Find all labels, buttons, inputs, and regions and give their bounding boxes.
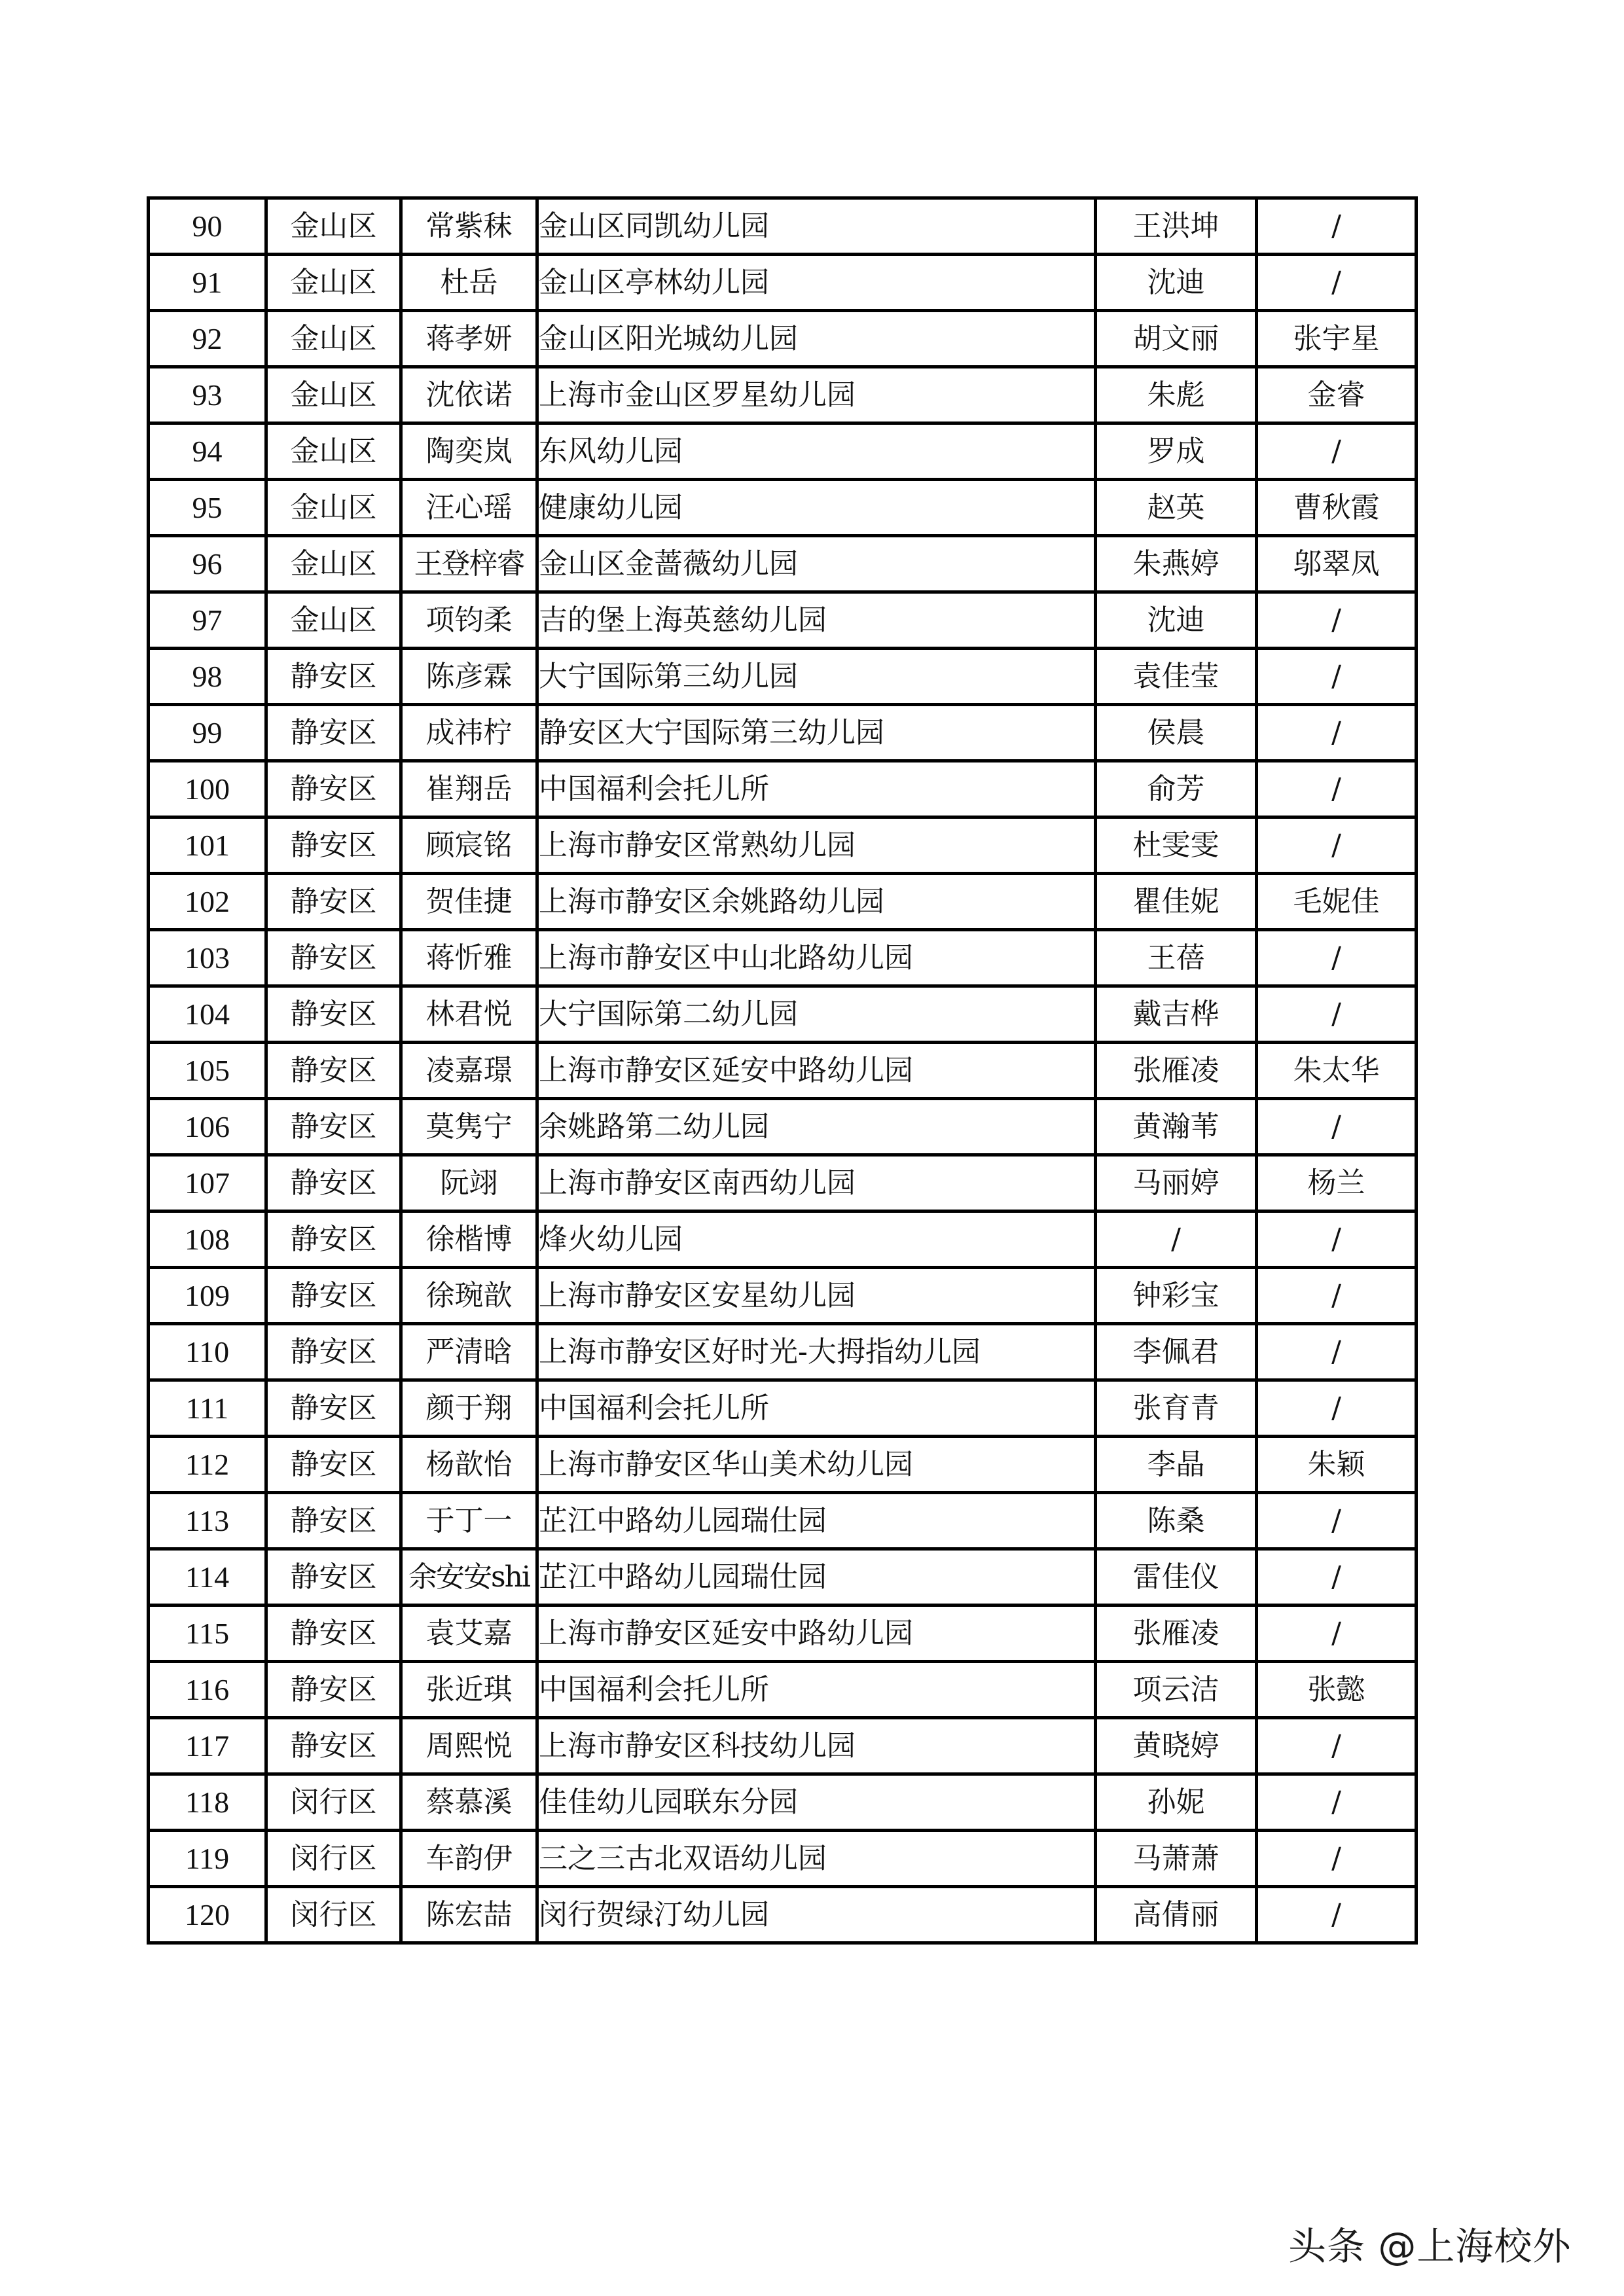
cell-teacher-1: 项云洁 [1096, 1662, 1257, 1718]
cell-teacher-1: 戴吉桦 [1096, 986, 1257, 1043]
cell-school: 佳佳幼儿园联东分园 [537, 1774, 1096, 1831]
cell-student-name: 杜岳 [401, 255, 537, 311]
cell-number: 109 [149, 1268, 266, 1324]
cell-number: 119 [149, 1831, 266, 1887]
cell-teacher-2: / [1257, 1831, 1416, 1887]
table-row [149, 198, 1416, 255]
cell-school: 金山区阳光城幼儿园 [537, 311, 1096, 367]
cell-student-name: 顾宸铭 [401, 817, 537, 874]
cell-teacher-1: 侯晨 [1096, 705, 1257, 761]
cell-teacher-1: 高倩丽 [1096, 1887, 1257, 1943]
cell-student-name: 项钧柔 [401, 592, 537, 649]
cell-teacher-2: / [1257, 817, 1416, 874]
cell-student-name: 陶奕岚 [401, 423, 537, 480]
cell-teacher-2: / [1257, 1380, 1416, 1437]
cell-teacher-1: 罗成 [1096, 423, 1257, 480]
cell-teacher-1: 朱彪 [1096, 367, 1257, 423]
table-row [149, 536, 1416, 592]
cell-school: 上海市金山区罗星幼儿园 [537, 367, 1096, 423]
cell-student-name: 王登梓睿 [401, 536, 537, 592]
cell-school: 上海市静安区常熟幼儿园 [537, 817, 1096, 874]
cell-teacher-2: 毛妮佳 [1257, 874, 1416, 930]
cell-student-name: 于丁一 [401, 1493, 537, 1549]
cell-district: 静安区 [266, 1324, 401, 1380]
cell-district: 静安区 [266, 1437, 401, 1493]
table-row [149, 1887, 1416, 1943]
cell-district: 静安区 [266, 1211, 401, 1268]
cell-teacher-2: / [1257, 705, 1416, 761]
cell-school: 余姚路第二幼儿园 [537, 1099, 1096, 1155]
cell-teacher-1: 俞芳 [1096, 761, 1257, 817]
table-row [149, 761, 1416, 817]
cell-school: 上海市静安区好时光-大拇指幼儿园 [537, 1324, 1096, 1380]
cell-teacher-1: 黄晓婷 [1096, 1718, 1257, 1774]
cell-number: 108 [149, 1211, 266, 1268]
cell-student-name: 林君悦 [401, 986, 537, 1043]
cell-student-name: 徐琬歆 [401, 1268, 537, 1324]
cell-student-name: 陈宏喆 [401, 1887, 537, 1943]
table-row [149, 1605, 1416, 1662]
cell-teacher-2: / [1257, 1718, 1416, 1774]
cell-teacher-2: / [1257, 423, 1416, 480]
cell-school: 上海市静安区中山北路幼儿园 [537, 930, 1096, 986]
table-row [149, 480, 1416, 536]
cell-school: 金山区同凯幼儿园 [537, 198, 1096, 255]
cell-number: 94 [149, 423, 266, 480]
source-watermark: 头条 @上海校外 [1288, 2224, 1572, 2269]
cell-teacher-1: 杜雯雯 [1096, 817, 1257, 874]
cell-district: 静安区 [266, 1549, 401, 1605]
cell-school: 上海市静安区安星幼儿园 [537, 1268, 1096, 1324]
cell-teacher-1: 孙妮 [1096, 1774, 1257, 1831]
cell-district: 静安区 [266, 1043, 401, 1099]
cell-student-name: 陈彦霖 [401, 649, 537, 705]
cell-number: 93 [149, 367, 266, 423]
cell-number: 118 [149, 1774, 266, 1831]
cell-district: 静安区 [266, 1155, 401, 1211]
cell-number: 117 [149, 1718, 266, 1774]
cell-school: 上海市静安区南西幼儿园 [537, 1155, 1096, 1211]
cell-student-name: 蒋忻雅 [401, 930, 537, 986]
cell-number: 107 [149, 1155, 266, 1211]
cell-district: 静安区 [266, 1099, 401, 1155]
cell-teacher-1: 沈迪 [1096, 592, 1257, 649]
cell-teacher-1: 朱燕婷 [1096, 536, 1257, 592]
cell-district: 金山区 [266, 480, 401, 536]
table-row [149, 1155, 1416, 1211]
cell-number: 115 [149, 1605, 266, 1662]
cell-student-name: 蔡慕溪 [401, 1774, 537, 1831]
cell-school: 上海市静安区延安中路幼儿园 [537, 1043, 1096, 1099]
cell-student-name: 袁艾嘉 [401, 1605, 537, 1662]
cell-teacher-2: 杨兰 [1257, 1155, 1416, 1211]
cell-teacher-2: 张懿 [1257, 1662, 1416, 1718]
cell-teacher-1: 李晶 [1096, 1437, 1257, 1493]
cell-district: 静安区 [266, 705, 401, 761]
cell-district: 金山区 [266, 367, 401, 423]
cell-district: 闵行区 [266, 1887, 401, 1943]
cell-teacher-1: 黄瀚苇 [1096, 1099, 1257, 1155]
cell-teacher-1: 袁佳莹 [1096, 649, 1257, 705]
cell-teacher-2: 张宇星 [1257, 311, 1416, 367]
cell-teacher-2: / [1257, 1605, 1416, 1662]
cell-district: 静安区 [266, 817, 401, 874]
cell-number: 103 [149, 930, 266, 986]
cell-number: 114 [149, 1549, 266, 1605]
cell-teacher-2: / [1257, 1493, 1416, 1549]
cell-teacher-1: 雷佳仪 [1096, 1549, 1257, 1605]
table-row [149, 367, 1416, 423]
table-row [149, 986, 1416, 1043]
cell-district: 金山区 [266, 255, 401, 311]
cell-number: 99 [149, 705, 266, 761]
table-row [149, 1043, 1416, 1099]
cell-student-name: 余安安shi [401, 1549, 537, 1605]
cell-school: 大宁国际第二幼儿园 [537, 986, 1096, 1043]
cell-school: 烽火幼儿园 [537, 1211, 1096, 1268]
cell-teacher-1: 沈迪 [1096, 255, 1257, 311]
roster-body [149, 198, 1416, 1943]
cell-district: 金山区 [266, 198, 401, 255]
cell-student-name: 周熙悦 [401, 1718, 537, 1774]
cell-student-name: 蒋孝妍 [401, 311, 537, 367]
cell-school: 中国福利会托儿所 [537, 761, 1096, 817]
table-row [149, 705, 1416, 761]
cell-number: 120 [149, 1887, 266, 1943]
cell-district: 金山区 [266, 311, 401, 367]
cell-number: 96 [149, 536, 266, 592]
table-row [149, 255, 1416, 311]
cell-teacher-2: / [1257, 649, 1416, 705]
cell-teacher-2: 邬翠凤 [1257, 536, 1416, 592]
cell-district: 静安区 [266, 986, 401, 1043]
table-row [149, 1324, 1416, 1380]
cell-teacher-1: 张雁凌 [1096, 1605, 1257, 1662]
cell-teacher-2: 曹秋霞 [1257, 480, 1416, 536]
cell-school: 芷江中路幼儿园瑞仕园 [537, 1549, 1096, 1605]
cell-district: 闵行区 [266, 1831, 401, 1887]
cell-teacher-1: 张雁凌 [1096, 1043, 1257, 1099]
table-row [149, 817, 1416, 874]
table-row [149, 1211, 1416, 1268]
cell-student-name: 张近琪 [401, 1662, 537, 1718]
cell-number: 106 [149, 1099, 266, 1155]
cell-school: 上海市静安区余姚路幼儿园 [537, 874, 1096, 930]
cell-teacher-1: 陈桑 [1096, 1493, 1257, 1549]
cell-school: 中国福利会托儿所 [537, 1662, 1096, 1718]
cell-teacher-2: / [1257, 592, 1416, 649]
cell-number: 91 [149, 255, 266, 311]
cell-number: 97 [149, 592, 266, 649]
table-row [149, 1493, 1416, 1549]
cell-teacher-2: / [1257, 1887, 1416, 1943]
cell-teacher-2: / [1257, 1099, 1416, 1155]
cell-number: 112 [149, 1437, 266, 1493]
cell-student-name: 常紫秣 [401, 198, 537, 255]
cell-number: 111 [149, 1380, 266, 1437]
cell-student-name: 杨歆怡 [401, 1437, 537, 1493]
cell-school: 金山区亭林幼儿园 [537, 255, 1096, 311]
cell-student-name: 贺佳捷 [401, 874, 537, 930]
cell-district: 闵行区 [266, 1774, 401, 1831]
cell-district: 金山区 [266, 423, 401, 480]
cell-school: 金山区金蔷薇幼儿园 [537, 536, 1096, 592]
cell-teacher-1: 胡文丽 [1096, 311, 1257, 367]
cell-student-name: 阮翊 [401, 1155, 537, 1211]
table-row [149, 1268, 1416, 1324]
cell-number: 104 [149, 986, 266, 1043]
table-row [149, 423, 1416, 480]
cell-number: 113 [149, 1493, 266, 1549]
cell-teacher-2: / [1257, 1268, 1416, 1324]
cell-student-name: 成祎柠 [401, 705, 537, 761]
cell-district: 静安区 [266, 761, 401, 817]
cell-district: 静安区 [266, 1605, 401, 1662]
cell-number: 102 [149, 874, 266, 930]
cell-teacher-2: 朱颖 [1257, 1437, 1416, 1493]
table-row [149, 1774, 1416, 1831]
cell-teacher-2: / [1257, 198, 1416, 255]
cell-number: 90 [149, 198, 266, 255]
cell-teacher-1: 赵英 [1096, 480, 1257, 536]
table-row [149, 1549, 1416, 1605]
cell-student-name: 徐楷博 [401, 1211, 537, 1268]
table-row [149, 1718, 1416, 1774]
table-row [149, 592, 1416, 649]
cell-teacher-2: / [1257, 1211, 1416, 1268]
cell-school: 上海市静安区延安中路幼儿园 [537, 1605, 1096, 1662]
table-row [149, 1099, 1416, 1155]
cell-school: 中国福利会托儿所 [537, 1380, 1096, 1437]
cell-school: 上海市静安区科技幼儿园 [537, 1718, 1096, 1774]
cell-number: 100 [149, 761, 266, 817]
award-roster-table [147, 196, 1418, 1945]
cell-school: 上海市静安区华山美术幼儿园 [537, 1437, 1096, 1493]
table-row [149, 1380, 1416, 1437]
cell-teacher-1: 钟彩宝 [1096, 1268, 1257, 1324]
cell-district: 金山区 [266, 592, 401, 649]
cell-teacher-1: 张育青 [1096, 1380, 1257, 1437]
cell-student-name: 汪心瑶 [401, 480, 537, 536]
cell-number: 92 [149, 311, 266, 367]
cell-school: 芷江中路幼儿园瑞仕园 [537, 1493, 1096, 1549]
cell-school: 静安区大宁国际第三幼儿园 [537, 705, 1096, 761]
cell-school: 吉的堡上海英慈幼儿园 [537, 592, 1096, 649]
cell-teacher-2: / [1257, 761, 1416, 817]
cell-district: 静安区 [266, 874, 401, 930]
cell-district: 静安区 [266, 1662, 401, 1718]
cell-teacher-1: 王洪坤 [1096, 198, 1257, 255]
cell-school: 健康幼儿园 [537, 480, 1096, 536]
cell-teacher-1: 王蓓 [1096, 930, 1257, 986]
table-row [149, 649, 1416, 705]
table-row [149, 930, 1416, 986]
cell-student-name: 崔翔岳 [401, 761, 537, 817]
cell-teacher-2: / [1257, 986, 1416, 1043]
cell-teacher-1: / [1096, 1211, 1257, 1268]
cell-district: 静安区 [266, 649, 401, 705]
cell-teacher-2: / [1257, 1549, 1416, 1605]
cell-district: 静安区 [266, 1380, 401, 1437]
cell-school: 三之三古北双语幼儿园 [537, 1831, 1096, 1887]
cell-district: 静安区 [266, 1718, 401, 1774]
cell-school: 东风幼儿园 [537, 423, 1096, 480]
cell-student-name: 莫隽宁 [401, 1099, 537, 1155]
cell-student-name: 严清晗 [401, 1324, 537, 1380]
table-row [149, 311, 1416, 367]
cell-number: 101 [149, 817, 266, 874]
table-row [149, 1662, 1416, 1718]
cell-teacher-2: / [1257, 930, 1416, 986]
cell-student-name: 沈依诺 [401, 367, 537, 423]
cell-teacher-1: 马萧萧 [1096, 1831, 1257, 1887]
table-row [149, 1437, 1416, 1493]
cell-number: 110 [149, 1324, 266, 1380]
cell-teacher-2: 金睿 [1257, 367, 1416, 423]
cell-teacher-1: 李佩君 [1096, 1324, 1257, 1380]
cell-teacher-1: 马丽婷 [1096, 1155, 1257, 1211]
cell-teacher-1: 瞿佳妮 [1096, 874, 1257, 930]
cell-number: 95 [149, 480, 266, 536]
cell-number: 105 [149, 1043, 266, 1099]
cell-district: 金山区 [266, 536, 401, 592]
cell-school: 大宁国际第三幼儿园 [537, 649, 1096, 705]
cell-student-name: 车韵伊 [401, 1831, 537, 1887]
cell-district: 静安区 [266, 1268, 401, 1324]
cell-student-name: 颜于翔 [401, 1380, 537, 1437]
cell-district: 静安区 [266, 1493, 401, 1549]
cell-number: 116 [149, 1662, 266, 1718]
cell-district: 静安区 [266, 930, 401, 986]
cell-teacher-2: 朱太华 [1257, 1043, 1416, 1099]
cell-student-name: 凌嘉璟 [401, 1043, 537, 1099]
cell-school: 闵行贺绿汀幼儿园 [537, 1887, 1096, 1943]
table-row [149, 1831, 1416, 1887]
cell-teacher-2: / [1257, 255, 1416, 311]
cell-number: 98 [149, 649, 266, 705]
table-row [149, 874, 1416, 930]
cell-teacher-2: / [1257, 1324, 1416, 1380]
cell-teacher-2: / [1257, 1774, 1416, 1831]
